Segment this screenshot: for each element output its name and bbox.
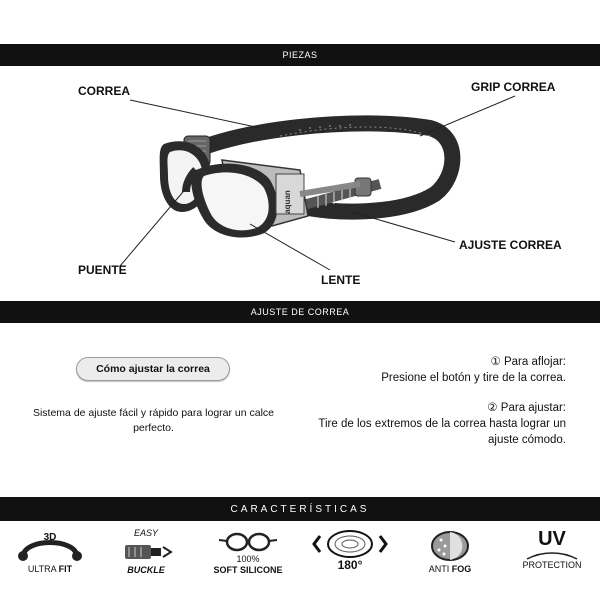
feature-label: ANTI: [428, 564, 452, 574]
adjust-description: Sistema de ajuste fácil y rápido para lograr un calce perfecto.: [32, 407, 275, 434]
feature-buckle: [100, 528, 192, 576]
label-puente: PUENTE: [78, 263, 127, 277]
feature-top-text: 3D: [43, 532, 57, 543]
goggles-icon: [213, 528, 283, 554]
feature-label: PROTECTION: [522, 560, 582, 570]
brand-logo: aquan: [283, 190, 292, 214]
3d-fit-icon: [15, 528, 85, 564]
feature-anti-fog: [404, 528, 496, 575]
step2-title: ② Para ajustar:: [487, 402, 566, 414]
feature-uv: [506, 528, 598, 571]
feature-top-text: EASY: [133, 528, 158, 538]
label-correa: CORREA: [78, 84, 131, 98]
feature-soft-silicone: [202, 528, 294, 576]
section-header-ajuste: AJUSTE DE CORREA: [0, 301, 600, 323]
section-header-caracteristicas: CARACTERÍSTICAS: [0, 497, 600, 521]
feature-label-bold: SOFT SILICONE: [213, 565, 283, 575]
buckle-icon: [111, 539, 181, 565]
step1-title: ① Para aflojar:: [490, 356, 566, 368]
label-lente: LENTE: [321, 273, 361, 287]
feature-label: ULTRA: [27, 564, 59, 574]
feature-label-bold: FOG: [451, 564, 472, 574]
180-view-icon: [308, 528, 392, 560]
arc-icon: [517, 550, 587, 560]
label-grip-correa: GRIP CORREA: [471, 80, 556, 94]
adjust-steps: [316, 354, 566, 462]
feature-label-bold: 180°: [337, 558, 363, 572]
feature-label-bold: BUCKLE: [127, 565, 165, 575]
section-header-piezas: PIEZAS: [0, 44, 600, 66]
feature-top-text: 100%: [236, 554, 260, 564]
how-to-adjust-button[interactable]: Cómo ajustar la correa: [76, 357, 230, 381]
step2-text: Tire de los extremos de la correa hasta lograr un ajuste cómodo.: [318, 418, 566, 446]
feature-180: [304, 528, 396, 571]
uv-icon: UV: [538, 528, 566, 550]
feature-label-bold: FIT: [58, 564, 73, 574]
step1-text: Presione el botón y tire de la correa.: [381, 372, 566, 384]
label-ajuste-correa: AJUSTE CORREA: [459, 238, 562, 252]
anti-fog-icon: [415, 528, 485, 564]
feature-3d-fit: [4, 528, 96, 575]
